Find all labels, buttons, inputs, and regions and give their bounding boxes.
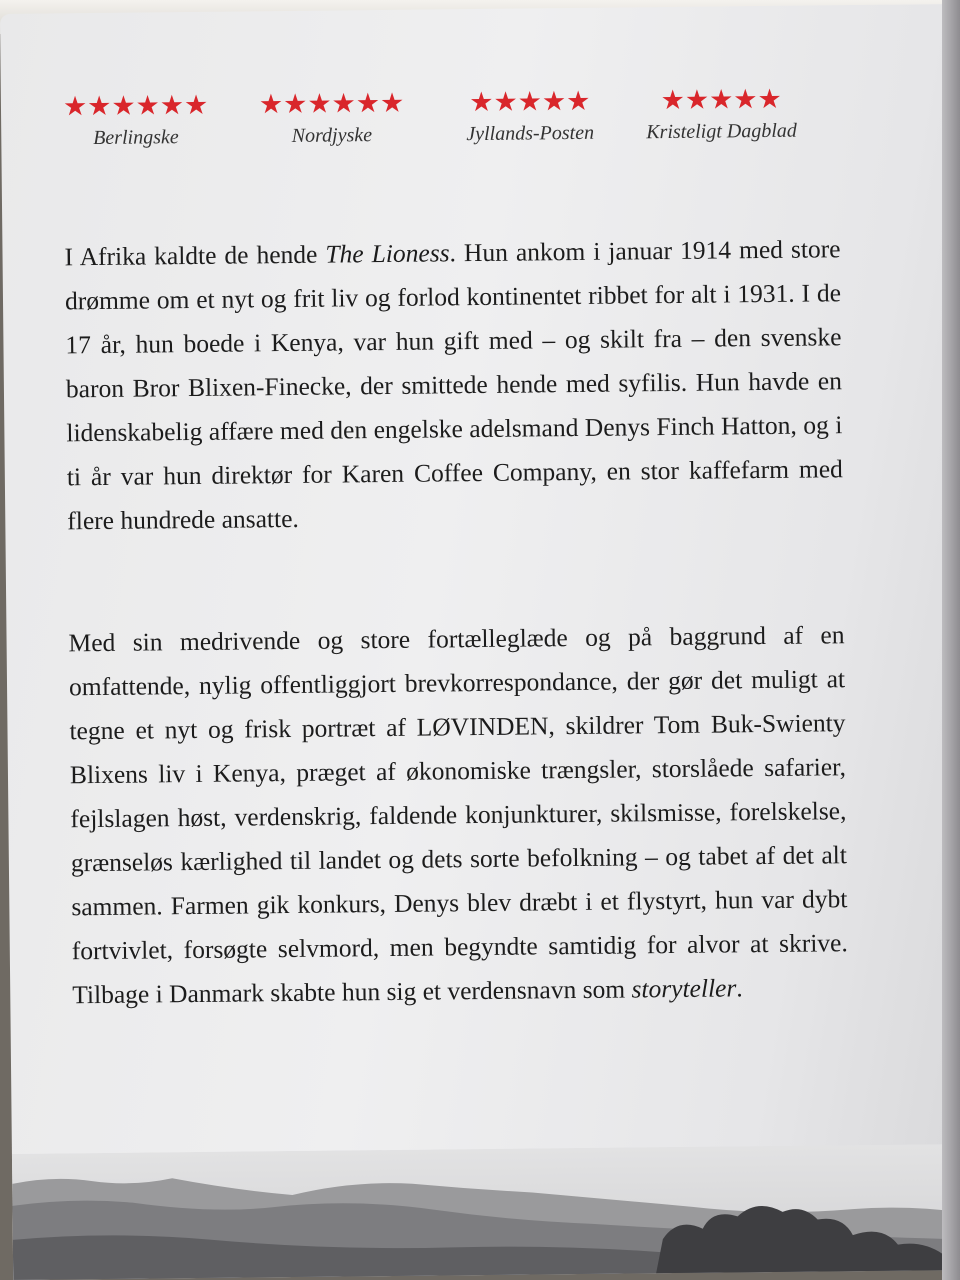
page-edge-shadow	[942, 0, 960, 1280]
review-source: Berlingske	[93, 126, 179, 150]
review-nordjyske	[259, 88, 405, 149]
review-jyllands-posten	[466, 86, 594, 146]
landscape-photo	[12, 1144, 960, 1280]
star-rating-icon: ★★★★★★	[62, 89, 209, 123]
star-rating-icon: ★★★★★	[469, 85, 591, 119]
blurb-italic-word: storyteller	[631, 973, 737, 1004]
review-ratings	[1, 82, 950, 182]
star-rating-icon: ★★★★★★	[258, 87, 405, 121]
review-source: Jyllands-Posten	[466, 121, 595, 146]
blurb-period: .	[736, 973, 743, 1003]
blurb-title-italic: The Lioness	[325, 238, 450, 269]
book-back-cover	[0, 4, 960, 1280]
blurb-paragraph-1	[64, 227, 843, 543]
star-rating-icon: ★★★★★	[660, 83, 782, 117]
review-source: Kristeligt Dagblad	[646, 119, 797, 144]
review-source: Nordjyske	[291, 124, 373, 147]
blurb-text: Med sin medrivende og store fortælleglæde og på baggrund af en omfattende, nylig offentliggjort brevkorrespondance, der gør det muligt at tegne et nyt og frisk portræt af LØVINDEN, skildrer Tom Buk-Swienty Blixens liv i Kenya, præget af økonomiske trængsler, storslåede safarier, fejlslagen høst, verdenskrig, faldende konjunkturer, skilsmisse, forelskelse, grænseløs kærlighed til landet og dets sorte befolkning – og tabet af det alt sammen. Farmen gik konkurs, Denys blev dræbt i et flystyrt, hun var dybt fortvivlet, forsøgte selvmord, men begyndte samtidig for alvor at skrive. Tilbage i Danmark skabte hun sig et verdensnavn som	[68, 620, 848, 1010]
review-kristeligt-dagblad	[646, 84, 797, 145]
blurb-paragraph-2	[68, 613, 848, 1017]
blurb-text: I Afrika kaldte de hende	[64, 239, 326, 272]
review-berlingske	[63, 90, 209, 151]
blurb-text: . Hun ankom i januar 1914 med store drømme om et nyt og frit liv og forlod kontinentet ribbet for alt i 1931. I de 17 år, hun boede i Kenya, var hun gift med – og skilt fra – den svenske baron Bror Blixen-Finecke, der smittede hende med syfilis. Hun havde en lidenskabelig affære med den engelske adelsmand Denys Finch Hatton, og i ti år var hun direktør for Karen Coffee Company, en stor kaffefarm med flere hundrede ansatte.	[64, 234, 843, 536]
